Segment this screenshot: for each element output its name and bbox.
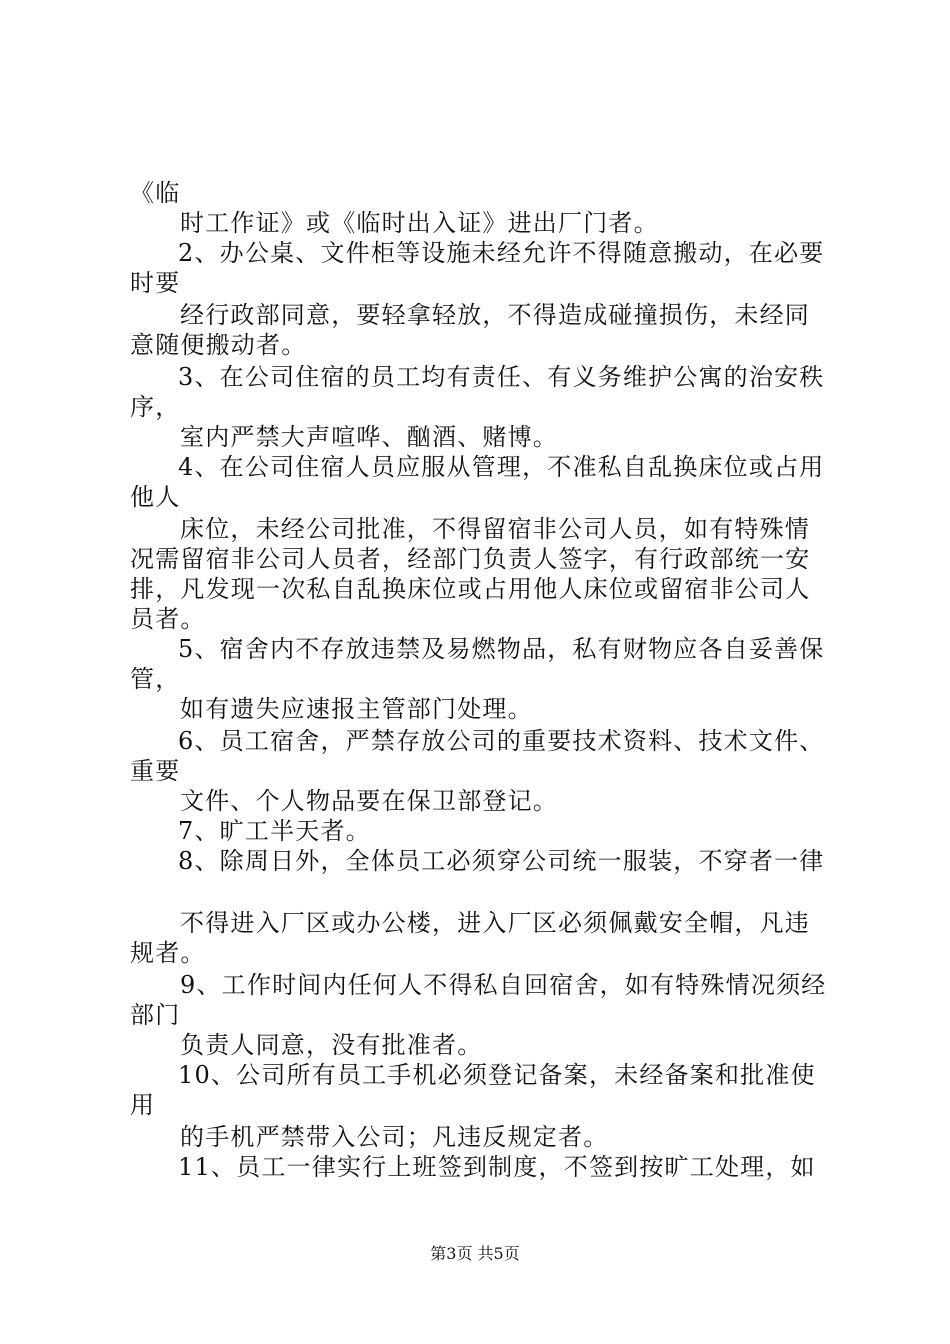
text-line: 管， bbox=[130, 665, 181, 693]
text-line: 《临 bbox=[130, 179, 181, 207]
text-line: 2、办公桌、文件柜等设施未经允许不得随意搬动，在必要 bbox=[178, 239, 825, 267]
text-line: 序， bbox=[130, 393, 181, 421]
text-line: 8、除周日外，全体员工必须穿公司统一服装，不穿者一律 bbox=[178, 847, 825, 875]
text-line: 7、旷工半天者。 bbox=[178, 817, 371, 845]
text-line: 意随便搬动者。 bbox=[130, 331, 307, 359]
text-line: 况需留宿非公司人员者，经部门负责人签字，有行政部统一安 bbox=[130, 545, 811, 573]
text-line: 如有遗失应速报主管部门处理。 bbox=[180, 695, 533, 723]
text-line: 6、员工宿舍，严禁存放公司的重要技术资料、技术文件、 bbox=[178, 727, 825, 755]
text-line: 的手机严禁带入公司；凡违反规定者。 bbox=[180, 1123, 609, 1151]
text-line: 5、宿舍内不存放违禁及易燃物品，私有财物应各自妥善保 bbox=[178, 635, 825, 663]
text-line: 文件、个人物品要在保卫部登记。 bbox=[180, 787, 558, 815]
text-line: 负责人同意，没有批准者。 bbox=[180, 1031, 483, 1059]
text-line: 11、员工一律实行上班签到制度，不签到按旷工处理，如 bbox=[178, 1153, 816, 1181]
text-line: 经行政部同意，要轻拿轻放，不得造成碰撞损伤，未经同 bbox=[180, 301, 810, 329]
text-line: 重要 bbox=[130, 757, 181, 785]
text-line: 4、在公司住宿人员应服从管理，不准私自乱换床位或占用 bbox=[178, 453, 825, 481]
text-line: 员者。 bbox=[130, 605, 206, 633]
text-line: 时工作证》或《临时出入证》进出厂门者。 bbox=[180, 209, 659, 237]
text-line: 室内严禁大声喧哗、酗酒、赌博。 bbox=[180, 423, 558, 451]
text-line: 3、在公司住宿的员工均有责任、有义务维护公寓的治安秩 bbox=[178, 363, 825, 391]
page-footer: 第3页 共5页 bbox=[430, 1244, 520, 1263]
text-line: 不得进入厂区或办公楼，进入厂区必须佩戴安全帽，凡违 bbox=[180, 909, 810, 937]
text-line: 9、工作时间内任何人不得私自回宿舍，如有特殊情况须经 bbox=[180, 971, 827, 999]
text-line: 部门 bbox=[130, 1001, 181, 1029]
text-line: 用 bbox=[130, 1091, 156, 1119]
text-line: 排，凡发现一次私自乱换床位或占用他人床位或留宿非公司人 bbox=[130, 575, 811, 603]
text-line: 10、公司所有员工手机必须登记备案，未经备案和批准使 bbox=[178, 1061, 816, 1089]
text-line: 规者。 bbox=[130, 939, 206, 967]
text-line: 时要 bbox=[130, 269, 181, 297]
text-line: 他人 bbox=[130, 483, 181, 511]
text-line: 床位，未经公司批准，不得留宿非公司人员，如有特殊情 bbox=[180, 515, 810, 543]
